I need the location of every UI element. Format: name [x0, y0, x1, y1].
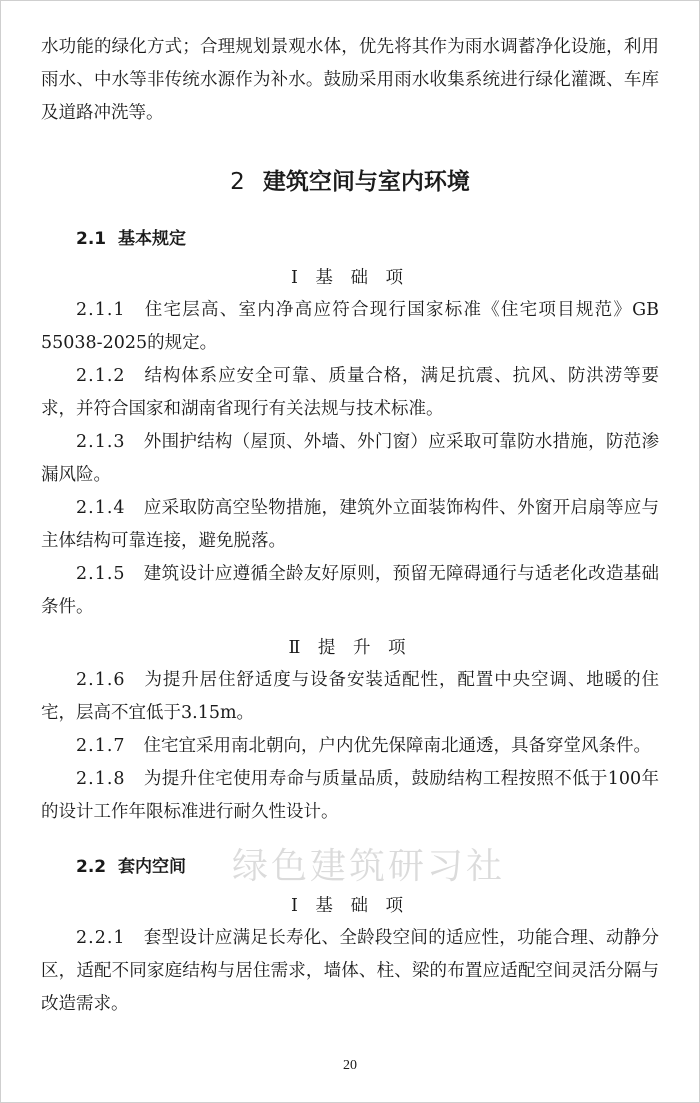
intro-paragraph: 水功能的绿化方式；合理规划景观水体，优先将其作为雨水调蓄净化设施，利用雨水、中水等非传统水源作为补水。鼓励采用雨水收集系统进行绿化灌溉、车库及道路冲洗等。	[41, 37, 659, 123]
section-heading-2-1	[76, 224, 659, 254]
clause-number: 2.1.5	[76, 564, 126, 584]
clause-2-1-4	[41, 492, 659, 558]
section-number: 2.1	[76, 229, 107, 249]
clause-number: 2.1.4	[76, 498, 126, 518]
clause-text: 应采取防高空坠物措施，建筑外立面装饰构件、外窗开启扇等应与主体结构可靠连接，避免脱落。	[41, 498, 659, 551]
clause-number: 2.1.1	[76, 300, 126, 320]
clause-number: 2.2.1	[76, 928, 126, 948]
clause-text: 为提升住宅使用寿命与质量品质，鼓励结构工程按照不低于100年的设计工作年限标准进行耐久性设计。	[41, 769, 659, 822]
clause-number: 2.1.8	[76, 769, 126, 789]
clause-2-1-1	[41, 294, 659, 360]
section-number: 2.2	[76, 857, 107, 877]
clause-2-1-6	[41, 664, 659, 730]
clause-text: 建筑设计应遵循全龄友好原则，预留无障碍通行与适老化改造基础条件。	[41, 564, 659, 617]
clause-2-1-5	[41, 558, 659, 624]
watermark: 绿色建筑研习社	[232, 846, 506, 887]
category-advanced: Ⅱ 提 升 项	[288, 638, 412, 658]
clause-number: 2.1.6	[76, 670, 126, 690]
section-title: 套内空间	[117, 857, 186, 877]
clause-2-1-3	[41, 426, 659, 492]
page-number: 20	[343, 1058, 357, 1073]
clause-text: 住宅宜采用南北朝向，户内优先保障南北通透，具备穿堂风条件。	[143, 736, 652, 756]
clause-number: 2.1.2	[76, 366, 126, 386]
clause-text: 外围护结构（屋顶、外墙、外门窗）应采取可靠防水措施，防范渗漏风险。	[41, 432, 659, 485]
chapter-number: 2	[230, 169, 245, 195]
clause-text: 套型设计应满足长寿化、全龄段空间的适应性，功能合理、动静分区，适配不同家庭结构与居住需求，墙体、柱、梁的布置应适配空间灵活分隔与改造需求。	[41, 928, 659, 1014]
category-basic: Ⅰ 基 础 项	[290, 268, 410, 288]
chapter-title: 建筑空间与室内环境	[262, 169, 470, 195]
section-title: 基本规定	[117, 229, 186, 249]
clause-number: 2.1.7	[76, 736, 126, 756]
chapter-heading	[41, 163, 659, 201]
clause-2-1-7	[41, 730, 659, 763]
clause-2-1-2	[41, 360, 659, 426]
category-basic: Ⅰ 基 础 项	[290, 896, 410, 916]
clause-2-2-1	[41, 922, 659, 1021]
clause-number: 2.1.3	[76, 432, 126, 452]
clause-2-1-8	[41, 763, 659, 829]
clause-text: 结构体系应安全可靠、质量合格，满足抗震、抗风、防洪涝等要求，并符合国家和湖南省现行有关法规与技术标准。	[41, 366, 659, 419]
clause-text: 住宅层高、室内净高应符合现行国家标准《住宅项目规范》GB 55038-2025的规定。	[41, 300, 659, 353]
clause-text: 为提升居住舒适度与设备安装适配性，配置中央空调、地暖的住宅，层高不宜低于3.15m。	[41, 670, 659, 723]
